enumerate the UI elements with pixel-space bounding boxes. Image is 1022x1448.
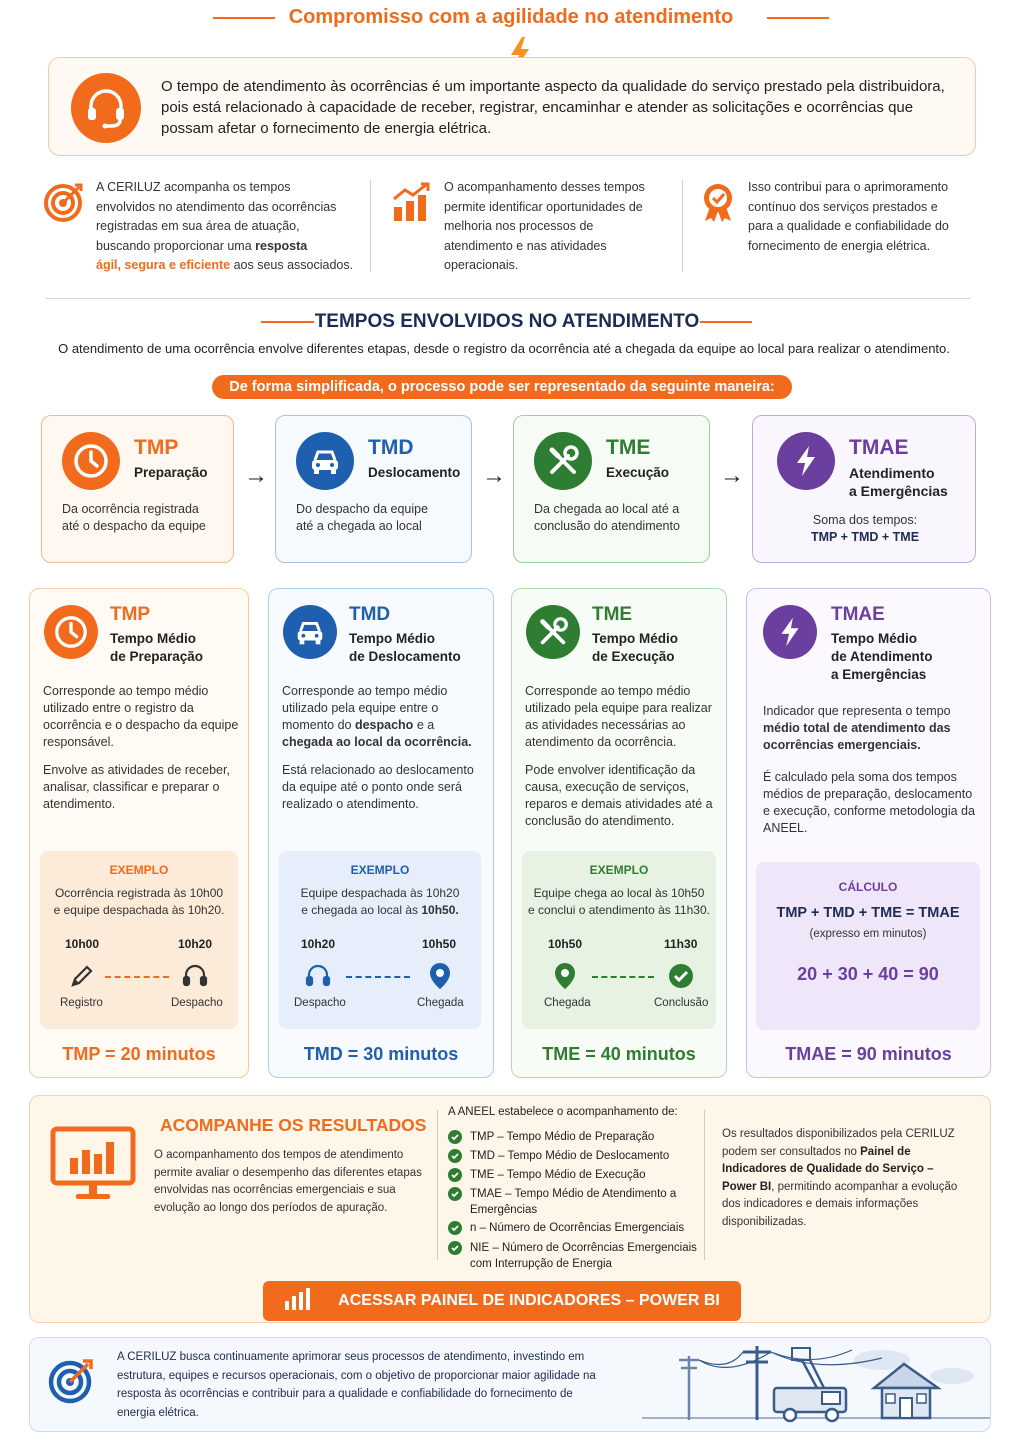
bolt-icon — [777, 432, 835, 490]
location-pin-icon — [423, 959, 457, 993]
check-icon — [448, 1187, 462, 1201]
flow-desc: Da ocorrência registrada até o despacho da equipe — [62, 502, 206, 533]
example-time-end: 10h50 — [422, 937, 457, 951]
example-line1: Equipe chega ao local às 10h50 — [533, 886, 705, 900]
example-text — [522, 885, 716, 919]
paragraph-bold: chegada ao local da ocorrência. — [282, 735, 472, 749]
card-code: TMAE — [831, 604, 885, 625]
power-bi-button[interactable] — [263, 1281, 741, 1321]
card-name-line1: Tempo Médio — [110, 631, 196, 646]
tools-icon — [534, 432, 592, 490]
card-paragraph-1 — [282, 683, 482, 751]
page-title: Compromisso com a agilidade no atendimento — [288, 6, 734, 28]
card-name-line1: Tempo Médio — [592, 631, 678, 646]
example-time-start: 10h50 — [548, 937, 583, 951]
paragraph-part: e a — [416, 718, 435, 732]
card-name-line2: de Atendimento — [831, 649, 933, 664]
bar-chart-icon — [284, 1287, 312, 1316]
flow-arrow: → — [244, 462, 268, 489]
flow-code: TMP — [134, 436, 179, 459]
pillar-accompaniment — [42, 178, 362, 273]
example-box — [279, 851, 481, 1029]
calc-note: (expresso em minutos) — [809, 928, 927, 940]
process-pill: De forma simplificada, o processo pode ser representado da seguinte maneira: — [212, 375, 792, 399]
headset-icon — [178, 959, 212, 993]
location-pin-icon — [548, 959, 582, 993]
example-caption-start: Registro — [60, 997, 103, 1009]
pillar-1-end: aos seus associados. — [233, 258, 354, 272]
target-icon — [42, 180, 86, 224]
pillar-1-line-b: envolvidos no atendimento das ocorrências — [96, 199, 337, 214]
intro-text: O tempo de atendimento às ocorrências é um importante aspecto da qualidade do serviço prestado pela distribuidora, pois está relacionado à capacidade de receber, registrar, encaminhar e atender as solicitações e ocorrências que possam afetar o fornecimento de energia elétrica. — [161, 78, 945, 137]
target-icon — [48, 1356, 96, 1404]
aneel-item: n – Número de Ocorrências Emergenciais — [470, 1222, 685, 1234]
example-time-start: 10h20 — [301, 937, 336, 951]
example-dash — [592, 976, 654, 978]
flow-arrow: → — [720, 462, 744, 489]
flow-arrow: → — [482, 462, 506, 489]
pillar-1-line-c: registradas em sua área de atuação, — [96, 219, 300, 233]
card-name-line1: Tempo Médio — [349, 631, 435, 646]
flow-step-tmae — [752, 415, 976, 563]
card-code: TMP — [110, 604, 151, 625]
section-title: TEMPOS ENVOLVIDOS NO ATENDIMENTO — [314, 311, 700, 332]
clock-icon — [62, 432, 120, 490]
card-name — [831, 630, 933, 684]
example-time-end: 10h20 — [178, 937, 213, 951]
example-dash — [105, 976, 169, 978]
check-icon — [448, 1149, 462, 1163]
section-divider — [46, 298, 970, 299]
results-right-bold: Painel de Indicadores de Qualidade do Serviço – Power BI — [722, 1145, 934, 1193]
example-box — [40, 851, 238, 1029]
card-name — [592, 630, 678, 666]
example-caption-start: Despacho — [294, 997, 346, 1009]
flow-desc: Do despacho da equipe até a chegada ao local — [296, 502, 429, 533]
pillar-divider-2 — [682, 180, 683, 272]
results-right-part: , permitindo acompanhar a evolução dos indicadores e demais informações disponibilizadas. — [722, 1180, 958, 1228]
flow-step-tme — [513, 415, 710, 563]
flow-name-line1: Atendimento — [849, 465, 935, 481]
flow-name: Deslocamento — [368, 465, 461, 480]
growth-chart-icon — [390, 180, 434, 224]
example-line2: e conclui o atendimento às 11h30. — [528, 903, 710, 917]
check-icon — [448, 1241, 462, 1255]
example-caption-end: Conclusão — [654, 997, 709, 1009]
headset-icon — [71, 73, 141, 143]
check-icon — [448, 1130, 462, 1144]
calc-label: CÁLCULO — [838, 880, 898, 894]
pencil-icon — [65, 959, 99, 993]
card-name-line2: de Preparação — [110, 649, 204, 664]
example-label: EXEMPLO — [589, 863, 649, 877]
card-name-line3: a Emergências — [831, 667, 927, 682]
card-tmae — [746, 588, 991, 1078]
card-paragraph-2: Envolve as atividades de receber, analisar, classificar e preparar o atendimento. — [43, 763, 230, 811]
card-paragraph-1 — [763, 703, 973, 754]
results-divider-left — [437, 1110, 438, 1260]
example-time-start: 10h00 — [65, 937, 100, 951]
pillar-divider-1 — [370, 180, 371, 272]
pillar-1-bold: resposta — [255, 238, 308, 253]
intro-box — [48, 57, 976, 156]
example-box — [522, 851, 716, 1029]
card-code: TMD — [349, 604, 391, 625]
card-result: TMAE = 90 minutos — [785, 1044, 952, 1064]
example-label: EXEMPLO — [350, 863, 410, 877]
power-line-illustration — [642, 1338, 991, 1432]
card-result: TME = 40 minutos — [542, 1044, 696, 1064]
award-badge-icon — [696, 180, 740, 224]
clock-icon — [44, 605, 98, 659]
results-divider-right — [704, 1110, 705, 1260]
calc-formula: TMP + TMD + TME = TMAE — [776, 905, 960, 921]
check-circle-icon — [664, 959, 698, 993]
card-tmd — [268, 588, 494, 1078]
results-title: ACOMPANHE OS RESULTADOS — [160, 1115, 427, 1135]
example-text — [279, 885, 481, 919]
pillar-monitoring — [390, 178, 670, 273]
flow-name — [849, 464, 948, 500]
card-paragraph-1: Corresponde ao tempo médio utilizado pela equipe para realizar as atividades necessárias ao atendimento da ocorrência. — [525, 684, 712, 749]
card-result: TMD = 30 minutos — [303, 1044, 459, 1064]
example-caption-start: Chegada — [544, 997, 591, 1009]
results-right-text — [722, 1126, 966, 1231]
example-caption-end: Despacho — [171, 997, 223, 1009]
check-icon — [448, 1221, 462, 1235]
aneel-item: TMAE – Tempo Médio de Atendimento a Emergências — [470, 1188, 677, 1216]
flow-step-tmp — [41, 415, 234, 563]
example-time-end: 11h30 — [664, 937, 698, 951]
example-bold: 10h50. — [421, 903, 459, 917]
example-line1: Equipe despachada às 10h20 — [300, 886, 460, 900]
monitor-chart-icon — [50, 1126, 136, 1202]
card-code: TME — [592, 604, 633, 625]
aneel-item: TME – Tempo Médio de Execução — [470, 1169, 646, 1181]
footer-box — [29, 1337, 991, 1432]
pillar-2-text: O acompanhamento desses tempos permite identificar oportunidades de melhoria nos processos de atendimento e nas atividades operacionais. — [444, 180, 645, 272]
card-tmp — [29, 588, 249, 1078]
card-name — [349, 630, 461, 666]
pillar-1-line-a: A CERILUZ acompanha os tempos — [96, 180, 291, 194]
aneel-item: TMP – Tempo Médio de Preparação — [470, 1131, 655, 1143]
flow-code: TMAE — [849, 436, 909, 459]
results-text: O acompanhamento dos tempos de atendimento permite avaliar o desempenho das diferentes etapas envolvidas nas ocorrências emergenciais e sua evolução ao longo dos períodos de apuração. — [154, 1149, 422, 1214]
results-right-part: Os resultados disponibilizados pela CERILUZ podem ser consultados no — [722, 1128, 955, 1158]
card-paragraph-2: É calculado pela soma dos tempos médios de preparação, deslocamento e execução, conforme metodologia da ANEEL. — [763, 770, 975, 835]
flow-code: TME — [606, 436, 651, 459]
car-icon — [283, 605, 337, 659]
power-bi-button-label: ACESSAR PAINEL DE INDICADORES – POWER BI — [338, 1292, 720, 1309]
aneel-item: NIE – Número de Ocorrências Emergenciais com Interrupção de Energia — [470, 1242, 697, 1270]
check-icon — [448, 1168, 462, 1182]
paragraph-bold: despacho — [354, 718, 414, 732]
card-name-line1: Tempo Médio — [831, 631, 917, 646]
card-tme — [511, 588, 727, 1078]
card-paragraph-2: Está relacionado ao deslocamento da equipe até o ponto onde será realizado o atendimento. — [282, 763, 474, 811]
example-line1: Ocorrência registrada às 10h00 — [54, 886, 224, 900]
aneel-list-title: A ANEEL estabelece o acompanhamento de: — [448, 1106, 678, 1118]
pillar-3-text: Isso contribui para o aprimoramento contínuo dos serviços prestados e para a qualidade e confiabilidade do fornecimento de energia elétrica. — [748, 180, 949, 253]
example-line2: e equipe despachada às 10h20. — [53, 903, 225, 917]
example-text — [40, 885, 238, 919]
card-name — [110, 630, 203, 666]
footer-text: A CERILUZ busca continuamente aprimorar seus processos de atendimento, investindo em estrutura, equipes e recursos operacionais, com o objetivo de proporcionar maior agilidade na resposta às ocorrências e contribuir para a qualidade e confiabilidade do fornecimento de energia elétrica. — [117, 1351, 596, 1419]
flow-name: Preparação — [134, 465, 208, 480]
card-paragraph-1: Corresponde ao tempo médio utilizado entre o registro da ocorrência e o despacho da equipe responsável. — [43, 684, 239, 749]
pillar-1-line-d: buscando proporcionar uma — [96, 238, 252, 253]
calc-box — [756, 862, 980, 1030]
paragraph-part: Indicador que representa o tempo — [763, 704, 951, 718]
example-caption-end: Chegada — [417, 997, 464, 1009]
car-icon — [296, 432, 354, 490]
card-paragraph-2: Pode envolver identificação da causa, execução de serviços, reparos e demais atividades até a conclusão do atendimento. — [525, 763, 713, 828]
flow-formula: TMP + TMD + TME — [810, 530, 920, 544]
flow-code: TMD — [368, 436, 414, 459]
card-name-line2: de Execução — [592, 649, 675, 664]
example-dash — [346, 976, 410, 978]
section-subtitle: O atendimento de uma ocorrência envolve diferentes etapas, desde o registro da ocorrência até a chegada da equipe ao local para realizar o atendimento. — [58, 341, 950, 356]
flow-name: Execução — [606, 465, 670, 480]
flow-desc: Soma dos tempos: — [812, 513, 918, 527]
paragraph-part: Corresponde ao tempo médio utilizado pela equipe entre o momento do — [282, 684, 448, 732]
pillar-quality — [696, 178, 976, 273]
card-name-line2: de Deslocamento — [349, 649, 461, 664]
card-result: TMP = 20 minutos — [62, 1044, 216, 1064]
example-label: EXEMPLO — [109, 863, 169, 877]
example-line2: e chegada ao local às — [301, 903, 419, 917]
pillar-1-text — [96, 178, 366, 276]
flow-desc: Da chegada ao local até a conclusão do atendimento — [534, 502, 680, 533]
tools-icon — [526, 605, 580, 659]
pillar-1-highlight: ágil, segura e eficiente — [96, 258, 231, 272]
paragraph-bold: médio total de atendimento das ocorrências emergenciais. — [763, 721, 951, 752]
headset-icon — [301, 959, 335, 993]
aneel-item: TMD – Tempo Médio de Deslocamento — [470, 1150, 670, 1162]
flow-name-line2: a Emergências — [849, 483, 948, 499]
calc-values: 20 + 30 + 40 = 90 — [797, 964, 939, 984]
bolt-icon — [763, 605, 817, 659]
flow-step-tmd — [275, 415, 472, 563]
